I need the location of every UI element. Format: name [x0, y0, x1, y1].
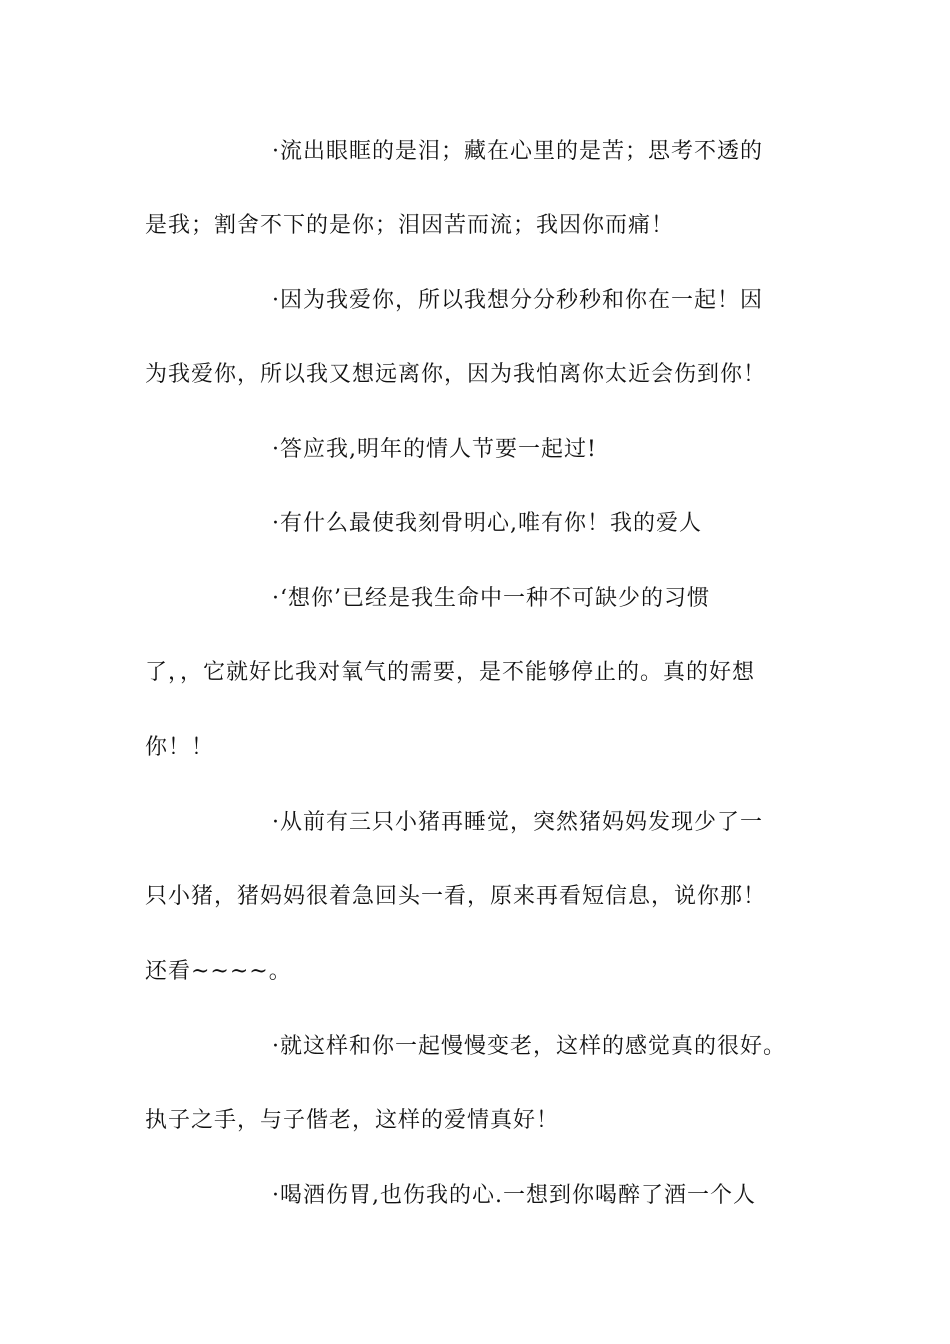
text-line: 为我爱你，所以我又想远离你，因为我怕离你太近会伤到你！ — [145, 362, 767, 387]
text-line: ·因为我爱你，所以我想分分秒秒和你在一起！因 — [272, 288, 763, 313]
text-line: 了，，它就好比我对氧气的需要，是不能够停止的。真的好想 — [145, 660, 756, 685]
text-line: ·有什么最使我刻骨明心,唯有你！我的爱人 — [272, 511, 702, 536]
text-line: 你！！ — [145, 735, 215, 760]
text-line: 是我；割舍不下的是你；泪因苦而流；我因你而痛！ — [145, 213, 675, 238]
text-line: ·答应我,明年的情人节要一起过! — [272, 437, 597, 462]
text-line: ·就这样和你一起慢慢变老，这样的感觉真的很好。 — [272, 1034, 786, 1059]
text-line: ·‘想你’已经是我生命中一种不可缺少的习惯 — [272, 586, 710, 611]
text-line: ·从前有三只小猪再睡觉，突然猪妈妈发现少了一 — [272, 810, 763, 835]
text-line: ·喝酒伤胃,也伤我的心.一想到你喝醉了酒一个人 — [272, 1183, 756, 1208]
text-line: 还看~~~~。 — [145, 959, 292, 984]
text-line: ·流出眼眶的是泪；藏在心里的是苦；思考不透的 — [272, 139, 763, 164]
text-line: 只小猪，猪妈妈很着急回头一看，原来再看短信息，说你那！ — [145, 884, 767, 909]
text-line: 执子之手，与子偕老，这样的爱情真好！ — [145, 1108, 560, 1133]
